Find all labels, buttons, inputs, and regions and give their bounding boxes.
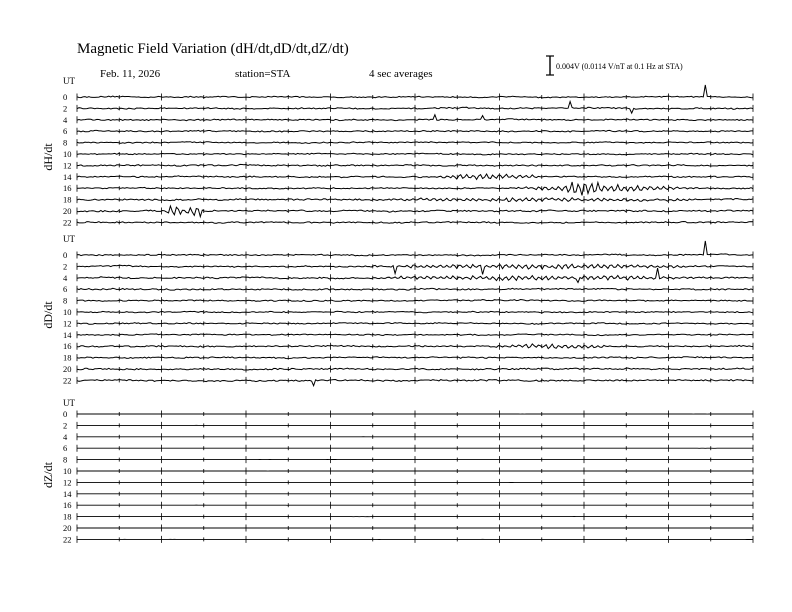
panel-2 <box>63 241 753 386</box>
panel-1 <box>63 85 753 227</box>
hour-label: 18 <box>63 194 72 205</box>
hour-label: 14 <box>63 171 72 182</box>
hour-label: 2 <box>63 420 68 431</box>
hour-label: 4 <box>63 431 68 442</box>
hour-label: 0 <box>63 409 68 419</box>
hour-label: 0 <box>63 250 68 260</box>
hour-label: 12 <box>63 477 72 488</box>
ut-label-panel-2: UT <box>63 234 75 244</box>
hour-label: 10 <box>63 149 72 159</box>
hour-label: 22 <box>63 375 72 386</box>
trace-panels <box>63 85 753 544</box>
hour-label: 12 <box>63 318 72 329</box>
hour-label: 20 <box>63 206 72 216</box>
ut-label-panel-3: UT <box>63 398 75 408</box>
hour-label: 12 <box>63 160 72 171</box>
hour-label: 6 <box>63 126 68 137</box>
hour-label: 16 <box>63 500 72 511</box>
hour-label: 8 <box>63 295 68 306</box>
hour-label: 14 <box>63 329 72 340</box>
hour-label: 6 <box>63 284 68 295</box>
panel-3 <box>63 409 753 544</box>
hour-label: 18 <box>63 352 72 363</box>
trace-dHdt-ut-16 <box>77 182 753 195</box>
hour-label: 20 <box>63 364 72 374</box>
date-label: Feb. 11, 2026 <box>100 68 161 80</box>
panel-3-axis-label: dZ/dt <box>41 462 55 488</box>
panel-2-axis-label: dD/dt <box>41 301 55 329</box>
hour-label: 10 <box>63 466 72 476</box>
hour-label: 8 <box>63 137 68 148</box>
panel-1-axis-label: dH/dt <box>41 143 55 171</box>
chart-title: Magnetic Field Variation (dH/dt,dD/dt,dZ/dt) <box>77 41 349 57</box>
hour-label: 2 <box>63 261 68 272</box>
hour-label: 16 <box>63 183 72 194</box>
averaging-label: 4 sec averages <box>369 68 433 80</box>
hour-label: 16 <box>63 341 72 352</box>
hour-label: 10 <box>63 307 72 317</box>
station-label: station=STA <box>235 68 291 80</box>
hour-label: 22 <box>63 534 72 545</box>
hour-label: 6 <box>63 443 68 454</box>
hour-label: 20 <box>63 523 72 533</box>
hour-label: 22 <box>63 217 72 228</box>
hour-label: 4 <box>63 272 68 283</box>
hour-label: 14 <box>63 488 72 499</box>
hour-label: 18 <box>63 511 72 522</box>
ut-label-panel-1: UT <box>63 76 75 86</box>
hour-label: 2 <box>63 103 68 114</box>
scale-bar <box>546 56 683 75</box>
hour-label: 4 <box>63 114 68 125</box>
hour-label: 0 <box>63 92 68 102</box>
scale-bar-label: 0.004V (0.0114 V/nT at 0.1 Hz at STA) <box>556 62 683 71</box>
hour-label: 8 <box>63 454 68 465</box>
